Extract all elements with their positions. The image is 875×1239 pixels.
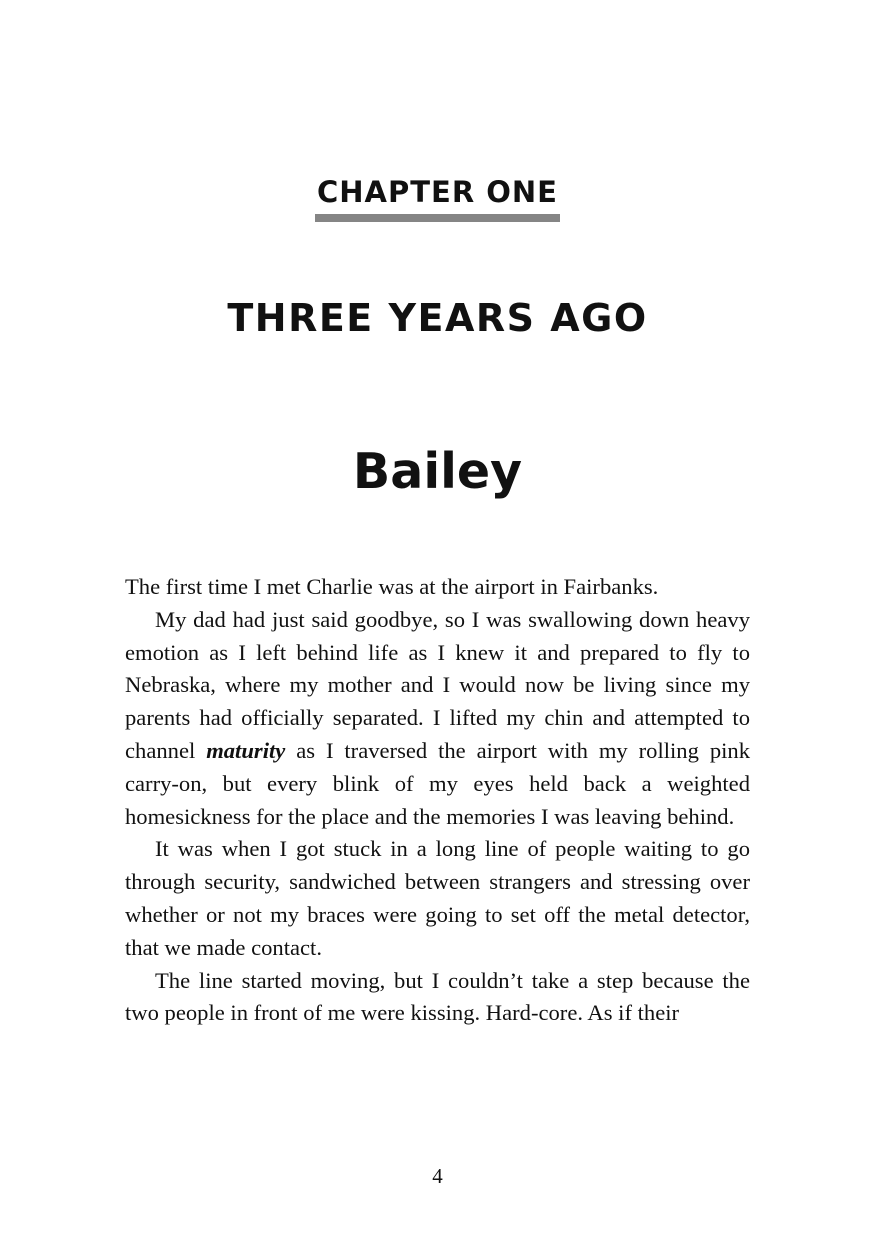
chapter-title: THREE YEARS AGO [227,296,648,340]
paragraph: The first time I met Charlie was at the airport in Fairbanks. [125,574,659,599]
chapter-body [125,571,750,1030]
page-number: 4 [432,1164,443,1188]
paragraph [125,604,750,834]
paragraph: The line started moving, but I couldn’t take a step because the two people in front of me were kissing. Hard-core. As if their [125,967,750,1026]
chapter-label: CHAPTER ONE [315,172,560,222]
chapter-heading [0,172,875,222]
pov-character-name: Bailey [352,443,523,500]
paragraph-text: My dad had just said goodbye, so I was swallowing down heavy emotion as I left behind life as I knew it and prepared to fly to Nebraska, where my mother and I would now be living since my parents had officially separated. I lifted my chin and attempted to channel [125,606,750,763]
paragraph-text: as I traversed the airport with my rolling pink carry-on, but every blink of my eyes held back a weighted homesickness for the place and the memories I was leaving behind. [125,737,750,829]
emphasized-word: maturity [206,737,286,763]
paragraph: It was when I got stuck in a long line of people waiting to go through security, sandwiched between strangers and stressing over whether or not my braces were going to set off the metal detector, that we made contact. [125,836,750,960]
